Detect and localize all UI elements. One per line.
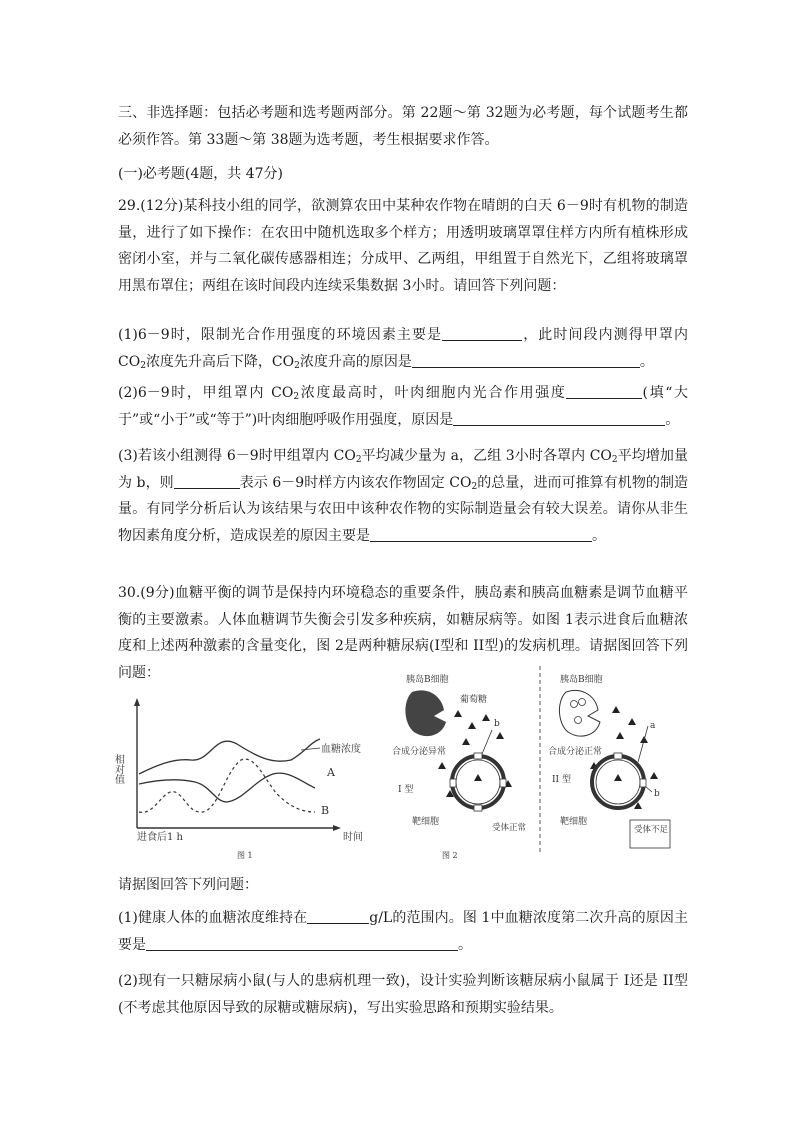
q29-p1-text-b: ，此时间段内测得甲罩内 CO bbox=[118, 327, 688, 370]
fig2-left-receptor-2 bbox=[500, 779, 506, 787]
fig2-right-beta-label: 胰岛B细胞 bbox=[560, 675, 603, 685]
fig2-caption: 图 2 bbox=[442, 851, 458, 860]
fig1-x-start-label: 进食后1 h bbox=[137, 832, 183, 843]
q29-p1-sub1: 2 bbox=[140, 360, 146, 371]
q29-p3-sub2: 2 bbox=[611, 455, 618, 465]
section-header: 三、非选择题：包括必考题和选考题两部分。第 22题～第 32题为必考题，每个试题考生都必须作答。第 33题～第 38题为选考题，考生根据要求作答。 bbox=[118, 105, 688, 148]
q29-p3-text-e: 的总量，进而可推算有机物的制造量。有同学分析后认为该结果与农田中该种农作物的实际制造量会有较大误差。请你从非生物因素角度分析，造成误差的原因主要是 bbox=[118, 474, 688, 544]
fig2-left-glucose-2 bbox=[468, 722, 476, 729]
fig1-x-arrow bbox=[333, 825, 341, 831]
fig2-left-receptor-3 bbox=[474, 805, 482, 811]
fig2-right-mark-b: b bbox=[654, 789, 660, 799]
fig1-label-b: B bbox=[321, 804, 330, 817]
fig1-curve-b bbox=[139, 759, 315, 812]
fig1-y-arrow bbox=[134, 698, 140, 706]
q29-p2-sub: 2 bbox=[293, 392, 300, 402]
fig2-left-beta-label: 胰岛B细胞 bbox=[406, 675, 449, 685]
fig2-left-receptor-label: 受体正常 bbox=[492, 823, 527, 833]
q30-p1-blank2 bbox=[146, 935, 458, 951]
fig2-left-b-leader bbox=[482, 730, 492, 754]
fig2-left-target-label: 靶细胞 bbox=[412, 817, 440, 827]
fig2-right-mark-a: a bbox=[650, 721, 656, 731]
q29-p3-text-b: 平均减少量为 a，乙组 3小时各罩内 CO bbox=[361, 448, 612, 464]
fig2-left-beta-cell bbox=[405, 690, 446, 736]
q30-p1-text-c: 。 bbox=[458, 936, 472, 953]
q29-p2-blank2 bbox=[453, 410, 665, 426]
fig2-left-glucose-4 bbox=[462, 738, 470, 745]
q29-p3-blank1 bbox=[174, 473, 240, 489]
q29-p1-text-a: (1)6－9时，限制光合作用强度的环境因素主要是 bbox=[118, 327, 443, 343]
q29-p3-blank2 bbox=[370, 526, 592, 542]
fig2-left-mark-b: b bbox=[494, 719, 500, 729]
fig2-right-glucose-2 bbox=[628, 718, 636, 725]
q29-p3-text-c: 平均增加量为 b，则 bbox=[118, 448, 688, 491]
fig2-left-target-inner bbox=[456, 760, 500, 804]
fig2-right-receptor-1 bbox=[614, 753, 622, 759]
q29-p1-blank1 bbox=[442, 325, 522, 341]
q30-p1-text-a: (1)健康人体的血糖浓度维持在 bbox=[118, 910, 308, 926]
required-header: (一)必考题(4题，共 47分) bbox=[118, 166, 284, 182]
fig2-right-glucose-3 bbox=[616, 732, 624, 739]
q29-p1-sub2: 2 bbox=[294, 360, 300, 371]
q29-p1-blank2 bbox=[412, 352, 640, 368]
fig2-right-receptor-label: 受体不足 bbox=[634, 825, 669, 835]
fig2-left-secretion: 合成分泌异常 bbox=[392, 747, 447, 757]
q30-p1-text-b: g/L的范围内。图 1中血糖浓度第二次升高的原因主要是 bbox=[118, 910, 688, 953]
q29-p2-text-a: (2)6－9时，甲组罩内 CO bbox=[118, 385, 294, 401]
fig2-right-receptor-2 bbox=[640, 779, 646, 787]
fig1-curve-a bbox=[139, 773, 315, 802]
q29-p3-sub1: 2 bbox=[355, 455, 362, 465]
fig2-left-type: I 型 bbox=[398, 785, 414, 795]
q30-part1 bbox=[118, 905, 688, 958]
fig1-caption: 图 1 bbox=[237, 851, 253, 860]
fig2-right-beta-cell bbox=[559, 690, 600, 736]
fig2-left-glucose-5 bbox=[496, 732, 504, 739]
fig2-left-receptor-4 bbox=[450, 779, 456, 787]
q29-p3-text-a: (3)若该小组测得 6－9时甲组罩内 CO bbox=[118, 448, 356, 464]
fig2-left-glucose-1 bbox=[454, 710, 462, 717]
q29-p2-blank1 bbox=[566, 383, 642, 399]
fig1-ylabel: 相对值 bbox=[112, 754, 124, 784]
fig2-right-target-inner bbox=[596, 760, 640, 804]
fig1-xlabel: 时间 bbox=[343, 832, 363, 843]
fig2-right-secretion: 合成分泌正常 bbox=[548, 747, 603, 757]
figure-1 bbox=[112, 662, 377, 862]
q29-p3-text-d: 表示 6－9时样方内该农作物固定 CO bbox=[239, 474, 472, 491]
q29-p1-text-e: 。 bbox=[639, 353, 654, 370]
fig2-left-glucose-6 bbox=[438, 762, 446, 769]
q30-part2: (2)现有一只糖尿病小鼠(与人的患病机理一致)，设计实验判断该糖尿病小鼠属于 I还是 II型(不考虑其他原因导致的尿糖或糖尿病)，写出实验思路和预期实验结果。 bbox=[118, 973, 688, 1016]
q29-p3-text-f: 。 bbox=[592, 527, 606, 544]
fig1-leader-glucose bbox=[301, 748, 320, 750]
q29-p2-text-c: (填“大于”或“小于”或“等于”)叶肉细胞呼吸作用强度，原因是 bbox=[118, 385, 689, 428]
fig1-glucose-curve bbox=[139, 739, 320, 774]
fig2-right-glucose-6 bbox=[650, 772, 658, 779]
fig1-label-a: A bbox=[327, 766, 335, 779]
q30-p1-blank1 bbox=[307, 908, 369, 924]
fig2-right-glucose-1 bbox=[612, 706, 620, 713]
fig2-right-type: II 型 bbox=[552, 775, 571, 785]
fig2-left-glucose-3 bbox=[482, 714, 490, 721]
q29-p3-sub3: 2 bbox=[471, 481, 478, 492]
q29-part3 bbox=[118, 443, 688, 549]
q29-p2-text-d: 。 bbox=[665, 411, 680, 428]
q30-intro: 30.(9分)血糖平衡的调节是保持内环境稳态的重要条件，胰岛素和胰高血糖素是调节血糖平衡的主要激素。人体血糖调节失衡会引发多种疾病，如糖尿病等。如图 1表示进食后血糖浓度和上述两种激素的含量变化，图 2是两种糖尿病(I型和 II型)的发病机理。请据图回答下列问题： bbox=[118, 585, 688, 681]
figure-2 bbox=[382, 662, 682, 862]
fig2-left-glucose-label: 葡萄糖 bbox=[460, 695, 488, 705]
q29-p2-text-b: 浓度最高时，叶肉细胞内光合作用强度 bbox=[299, 385, 567, 401]
fig1-legend-glucose: 血糖浓度 bbox=[321, 744, 361, 755]
q29-p1-text-c: 浓度先升高后下降，CO bbox=[145, 353, 295, 370]
fig2-right-target-label: 靶细胞 bbox=[560, 817, 588, 827]
q29-p1-text-d: 浓度升高的原因是 bbox=[299, 353, 412, 370]
q29-intro: 29.(12分)某科技小组的同学，欲测算农田中某种农作物在晴朗的白天 6－9时有机物的制造量，进行了如下操作：在农田中随机选取多个样方；用透明玻璃罩罩住样方内所有植株形成密闭小室，并与二氧化碳传感器相连；分成甲、乙两组，甲组置于自然光下，乙组将玻璃罩用黑布罩住；两组在该时间段内连续采集数据 3小时。请回答下列问题： bbox=[118, 198, 688, 294]
fig2-right-a-leader bbox=[638, 726, 648, 762]
fig2-left-receptor-1 bbox=[474, 753, 482, 759]
q29-part1 bbox=[118, 322, 688, 375]
q29-part2 bbox=[118, 380, 688, 433]
q30-prompt: 请据图回答下列问题： bbox=[118, 877, 258, 893]
